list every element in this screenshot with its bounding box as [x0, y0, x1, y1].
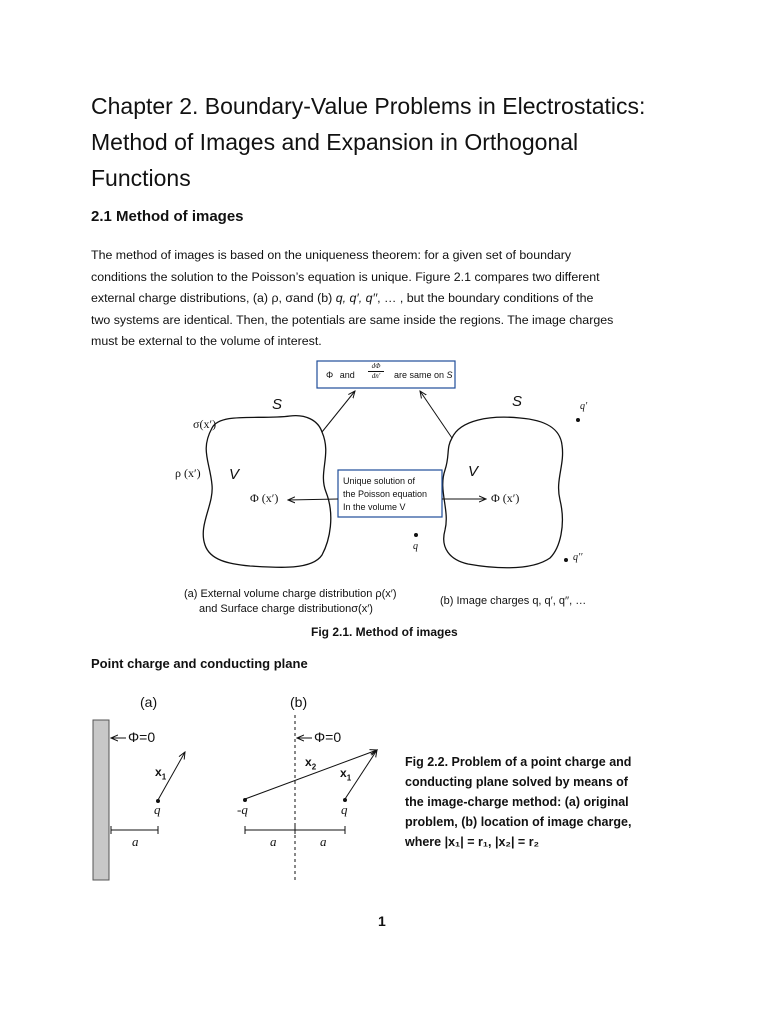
fig2-label-b: (b) — [290, 694, 308, 710]
phi0-label-b: Φ=0 — [314, 729, 342, 745]
and-word: and — [339, 370, 355, 380]
charge-q-dot — [414, 533, 418, 537]
paragraph-line-4: two systems are identical. Then, the potentials are same inside the regions. The image charges — [91, 312, 614, 327]
section-title: 2.1 Method of images — [91, 208, 244, 225]
left-arrow-to-box — [322, 391, 355, 432]
fig22-caption-line-1: Fig 2.2. Problem of a point charge and — [405, 755, 632, 769]
x1-label-a: $x_1$ — [155, 765, 167, 782]
surface-s: S — [446, 370, 453, 380]
chapter-title-line-2: Method of Images and Expansion in Orthogonal — [91, 129, 579, 155]
qdoubleprime-label: q′′ — [573, 552, 583, 563]
figure-2-2-caption — [405, 752, 631, 852]
q-label-a: q — [154, 802, 161, 817]
caption-b: (b) Image charges q, q′, q′′, … — [440, 595, 587, 607]
x2-label-b: $x_2$ — [305, 755, 317, 772]
left-rho-label: ρ (x′) — [175, 466, 201, 480]
q-label-b: q — [341, 802, 348, 817]
paragraph-line-3b: q, q′, q′′ — [335, 291, 378, 305]
paragraph-line-2: conditions the solution to the Poisson’s equation is unique. Figure 2.1 compares two different — [91, 269, 600, 284]
left-phi-label: Φ (x′) — [250, 491, 279, 505]
a-left-label-b: a — [270, 834, 277, 849]
paragraph-line-3a: external charge distributions, (a) ρ, σand (b) — [91, 291, 336, 305]
fraction-numerator: dΦ — [371, 362, 381, 370]
right-arrow-to-box — [420, 391, 452, 438]
arrow-to-left-phi — [288, 499, 338, 500]
are-same-on: are same on — [394, 370, 445, 380]
chapter-title-line-1: Chapter 2. Boundary-Value Problems in Electrostatics: — [91, 93, 646, 119]
fig22-caption-line-2: conducting plane solved by means of — [405, 775, 628, 789]
caption-a-line-2: and Surface charge distributionσ(x′) — [199, 603, 373, 615]
figure-2-2-diagram — [0, 690, 400, 890]
a-right-label-b: a — [320, 834, 327, 849]
image-charge-label: -q — [237, 802, 248, 817]
charge-qdoubleprime-dot — [564, 558, 568, 562]
phi-symbol: Φ — [326, 370, 334, 380]
caption-a-line-1: (a) External volume charge distribution ρ(x′) — [184, 588, 397, 600]
unique-solution-line-1: Unique solution of — [343, 476, 416, 486]
fig22-caption-line-4: problem, (b) location of image charge, — [405, 815, 632, 829]
boundary-condition-text — [326, 369, 355, 382]
page-number: 1 — [378, 913, 386, 929]
left-sigma-label: σ(x′) — [193, 417, 217, 431]
qprime-label: q′ — [580, 401, 588, 412]
right-volume-V: V — [468, 463, 479, 480]
figure-2-1-caption: Fig 2.1. Method of images — [311, 625, 458, 639]
unique-solution-text — [343, 475, 427, 514]
q-center-label: q — [413, 541, 418, 552]
phi0-label-a: Φ=0 — [128, 729, 156, 745]
fig22-caption-line-5: where |x₁| = r₁, |x₂| = r₂ — [405, 835, 540, 849]
left-surface-S: S — [272, 396, 283, 413]
right-phi-label: Φ (x′) — [491, 491, 520, 505]
conducting-plate — [93, 720, 109, 880]
left-volume-V: V — [229, 466, 240, 483]
right-surface-S: S — [512, 393, 523, 410]
paragraph-line-5: must be external to the volume of interest. — [91, 334, 322, 348]
unique-solution-line-3: In the volume V — [343, 502, 406, 512]
a-distance-label: a — [132, 834, 139, 849]
fraction-denominator: dn′ — [371, 372, 381, 380]
fig22-caption-line-3: the image-charge method: (a) original — [405, 795, 629, 809]
paragraph-line-1: The method of images is based on the uniqueness theorem: for a given set of boundary — [91, 248, 572, 262]
subheading: Point charge and conducting plane — [91, 656, 308, 671]
chapter-title-line-3: Functions — [91, 165, 191, 191]
fig2-label-a: (a) — [140, 694, 158, 710]
same-on-s-text — [394, 369, 453, 382]
unique-solution-line-2: the Poisson equation — [343, 489, 428, 499]
charge-qprime-dot — [576, 418, 580, 422]
x1-label-b: $x_1$ — [340, 766, 352, 783]
paragraph-line-3c: , … , but the boundary conditions of the — [377, 291, 594, 305]
